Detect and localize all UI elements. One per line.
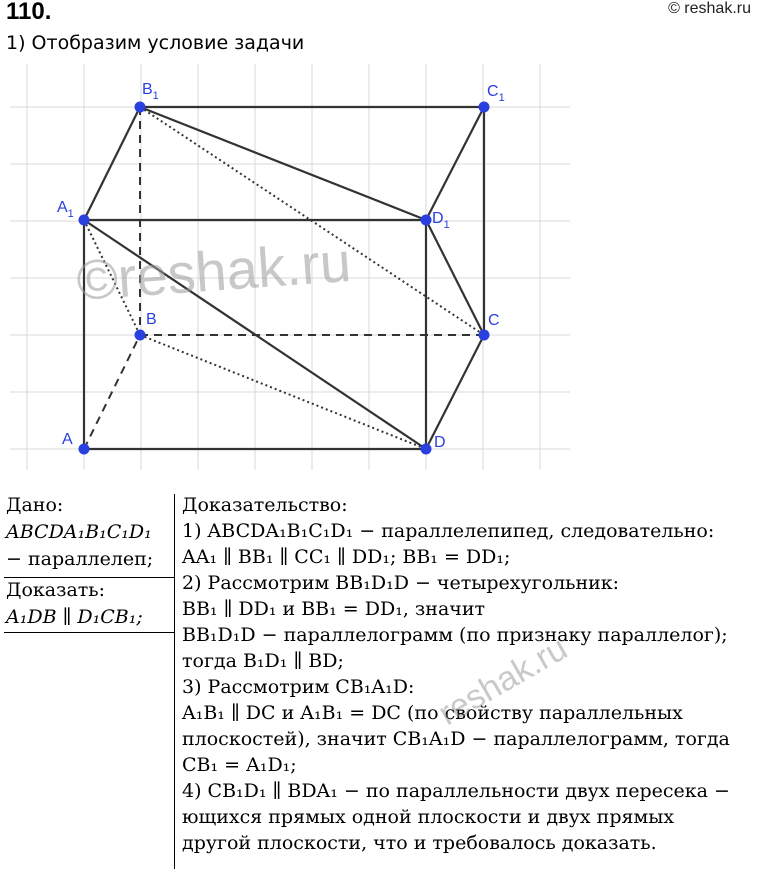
task-number: 110. [6,0,52,25]
proof-line: BB₁D₁D − параллелограмм (по признаку параллелог); [182,624,728,646]
proof-line: AA₁ ∥ BB₁ ∥ CC₁ ∥ DD₁; BB₁ = DD₁; [182,546,511,568]
proof-line: плоскостей), значит CB₁A₁D − параллелограмм, тогда [182,728,730,750]
proof-lines [182,518,752,856]
column-divider [174,494,175,869]
proof-line: CB₁ = A₁D₁; [182,754,297,776]
given-divider [4,577,174,578]
point-d1 [421,215,432,226]
point-a1 [79,215,90,226]
proof-line: ющихся прямых одной плоскости и двух прямых [182,806,675,828]
point-a [79,444,90,455]
proof-title: Доказательство: [182,494,348,516]
point-c1 [479,102,490,113]
label-c1: $C_1$ [487,83,505,104]
parallelepiped-figure [0,58,600,478]
label-b1: $B_1$ [142,81,159,102]
proof-line: другой плоскости, что и требовалось доказать. [182,832,657,854]
label-a1: $A_1$ [57,199,74,220]
step-heading: 1) Отобразим условие задачи [6,32,305,54]
proof-block [182,492,752,856]
label-b: B [146,311,157,328]
label-d: D [434,434,446,451]
prove-title: Доказать: [6,579,106,601]
point-b [135,330,146,341]
label-a: A [62,431,73,448]
label-d1: $D_1$ [432,210,450,231]
proof-line: 3) Рассмотрим CB₁A₁D: [182,676,415,698]
site-credit: © reshak.ru [668,0,751,17]
point-c [479,330,490,341]
label-c: C [488,312,500,329]
prove-statement: A₁DB ∥ D₁CB₁; [6,606,143,628]
given-figure: ABCDA₁B₁C₁D₁ [6,521,152,543]
point-d [421,444,432,455]
proof-line: BB₁ ∥ DD₁ и BB₁ = DD₁, значит [182,598,486,620]
proof-line: 4) CB₁D₁ ∥ BDA₁ − по параллельности двух пересека − [182,780,730,802]
watermark-text: ©reshak.ru [74,229,353,312]
point-b1 [135,102,146,113]
given-block [6,492,174,631]
proof-line: 2) Рассмотрим BB₁D₁D − четырехугольник: [182,572,620,594]
proof-watermark: reshak.ru [432,629,574,733]
proof-line: A₁B₁ ∥ DC и A₁B₁ = DC (по свойству параллельных [182,702,683,724]
proof-line: 1) ABCDA₁B₁C₁D₁ − параллелепипед, следовательно: [182,520,715,542]
given-title: Дано: [6,494,64,516]
given-type: − параллелеп; [6,548,154,570]
proof-line: тогда B₁D₁ ∥ BD; [182,650,344,672]
prove-divider [4,632,174,633]
